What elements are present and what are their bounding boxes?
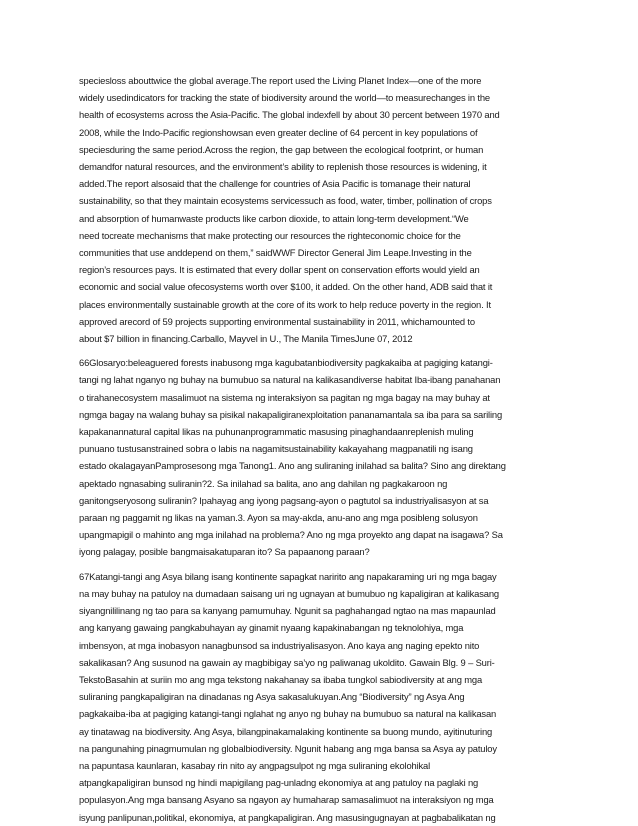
text-line: populasyon.Ang mga bansang Asyano sa ngayon ay humaharap samasalimuot na interaksiyon ng mga xyxy=(79,794,494,806)
text-line: ganitongseryosong suliranin? Ipahayag ang iyong pagsang-ayon o pagtutol sa industriyalisasyon at sa xyxy=(79,494,489,506)
text-line: upangmapigil o mahinto ang mga inilahad na problema? Ano ng mga proyekto ang dapat na isagawa? Sa xyxy=(79,529,503,541)
text-line: kapakanannatural capital likas na puhunanprogrammatic masusing pinaghandaanreplenish muling xyxy=(79,426,474,438)
text-line: region’s resources pays. It is estimated that every dollar spent on conservation efforts would yield an xyxy=(79,264,480,276)
text-line: 67Katangi-tangi ang Asya bilang isang kontinente sapagkat naririto ang napakaraming uri ng mga bagay xyxy=(79,570,497,582)
paragraph-gap xyxy=(79,347,565,354)
text-line: places environmentally sustainable growth at the core of its work to help reduce poverty in the region. It xyxy=(79,298,491,310)
text-line: na may buhay na patuloy na dumadaan saisang uri ng ugnayan at bumubuo ng kapaligiran at kalikasang xyxy=(79,587,499,599)
text-line: health of ecosystems across the Asia-Pacific. The global indexfell by about 30 percent between 1970 and xyxy=(79,109,500,121)
text-line: about $7 billion in financing.Carballo, Mayvel in U., The Manila TimesJune 07, 2012 xyxy=(79,333,413,345)
text-line: and absorption of humanwaste products like carbon dioxide, to attain long-term development.“We xyxy=(79,212,469,224)
text-line: ang kanyang gawaing pangkabuhayan ay ginamit nyaang kapakinabangan ng teknolohiya, mga xyxy=(79,622,464,634)
text-line: approved arecord of 59 projects supporting environmental sustainability in 2011, whichamounted to xyxy=(79,315,475,327)
text-line: speciesduring the same period.Across the region, the gap between the ecological footprint, or human xyxy=(79,143,484,155)
text-line: siyangnililinang ng tao para sa kanyang pamumuhay. Ngunit sa paghahangad ngtao na mas mapaunlad xyxy=(79,605,496,617)
text-line: TekstoBasahin at suriin mo ang mga tekstong nakahanay sa ibaba tungkol sabiodiversity at ang mga xyxy=(79,673,483,685)
text-line: tangi ng lahat nganyo ng buhay na bumubuo sa natural na kalikasandiverse habitat Iba-ibang panahanan xyxy=(79,374,501,386)
text-line: demandfor natural resources, and the environment’s ability to replenish those resources is widening, it xyxy=(79,161,487,173)
text-line: need tocreate mechanisms that make protecting our resources the righteconomic choice for the xyxy=(79,229,461,241)
text-line: added.The report alsosaid that the challenge for countries of Asia Pacific is tomanage their natural xyxy=(79,178,471,190)
paragraph-1 xyxy=(79,72,565,347)
text-line: communities that use anddepend on them,” saidWWF Director General Jim Leape.Investing in the xyxy=(79,247,472,259)
text-line: atpangkapaligiran bunsod ng hindi mapigilang pag-unladng ekonomiya at ang patuloy na paglaki ng xyxy=(79,777,479,789)
text-line: na papuntasa kaunlaran, kasabay rin nito ay angpagsulpot ng mga suliraning ekolohikal xyxy=(79,759,431,771)
text-line: 2008, while the Indo-Pacific regionshowsan even greater decline of 64 percent in key populations of xyxy=(79,126,478,138)
text-line: isyung panlipunan,politikal, ekonomiya, at pangkapaligiran. Ang masusingugnayan at pagbabalikatan ng xyxy=(79,811,496,823)
text-line: widely usedindicators for tracking the state of biodiversity around the world—to measurechanges in the xyxy=(79,92,490,104)
text-line: suliraning pangkapaligiran na dinadanas ng Asya sakasalukuyan.Ang “Biodiversity” ng Asya Ang xyxy=(79,691,465,703)
text-line: punuano tustusanstrained sobra o labis na nagamitsustainability kakayahang magpanatili ng isang xyxy=(79,443,473,455)
text-line: speciesloss abouttwice the global average.The report used the Living Planet Index—one of the more xyxy=(79,75,482,86)
text-line: na pangunahing pinagmumulan ng globalbiodiversity. Ngunit habang ang mga bansa sa Asya ay patuloy xyxy=(79,742,497,754)
text-line: 66Glosaryo:beleaguered forests inabusong mga kagubatanbiodiversity pagkakaiba at pagiging katangi- xyxy=(79,357,493,369)
text-line: sustainability, so that they maintain ecosystems servicessuch as food, water, timber, pollination of crops xyxy=(79,195,492,207)
document-body xyxy=(79,72,565,826)
paragraph-gap xyxy=(79,561,565,568)
text-line: apektado ngnasabing suliranin?2. Sa inilahad sa balita, ano ang dahilan ng pagkakaroon ng xyxy=(79,477,448,489)
text-line: paraan ng paggamit ng likas na yaman.3. Ayon sa may-akda, anu-ano ang mga posibleng solusyon xyxy=(79,512,478,524)
text-line: imbensyon, at mga inobasyon nanagbunsod sa industriyalisasyon. Ano kaya ang naging epekto nito xyxy=(79,639,480,651)
paragraph-2 xyxy=(79,354,565,560)
text-line: estado okalagayanPamprosesong mga Tanong1. Ano ang suliraning inilahad sa balita? Sino ang direktang xyxy=(79,460,506,472)
text-line: iyong palagay, posible bangmaisakatuparan ito? Sa papaanong paraan? xyxy=(79,546,370,558)
text-line: economic and social value ofecosystems worth over $100, it added. On the other hand, ADB said that it xyxy=(79,281,493,293)
paragraph-3 xyxy=(79,568,565,826)
text-line: sakalikasan? Ang susunod na gawain ay magbibigay sa’yo ng paliwanag ukoldito. Gawain Blg. 9 – Suri- xyxy=(79,656,495,668)
text-line: o tirahanecosystem masalimuot na sistema ng interaksiyon sa pagitan ng mga bagay na may buhay at xyxy=(79,391,490,403)
text-line: pagkakaiba-iba at pagiging katangi-tangi nglahat ng anyo ng buhay na bumubuo sa natural na kalikasan xyxy=(79,708,497,720)
text-line: ngmga bagay na walang buhay sa pisikal nakapaligiranexploitation pananamantala sa iba para sa sariling xyxy=(79,408,503,420)
text-line: ay tinatawag na biodiversity. Ang Asya, bilangpinakamalaking kontinente sa buong mundo, ayitinuturing xyxy=(79,725,493,737)
